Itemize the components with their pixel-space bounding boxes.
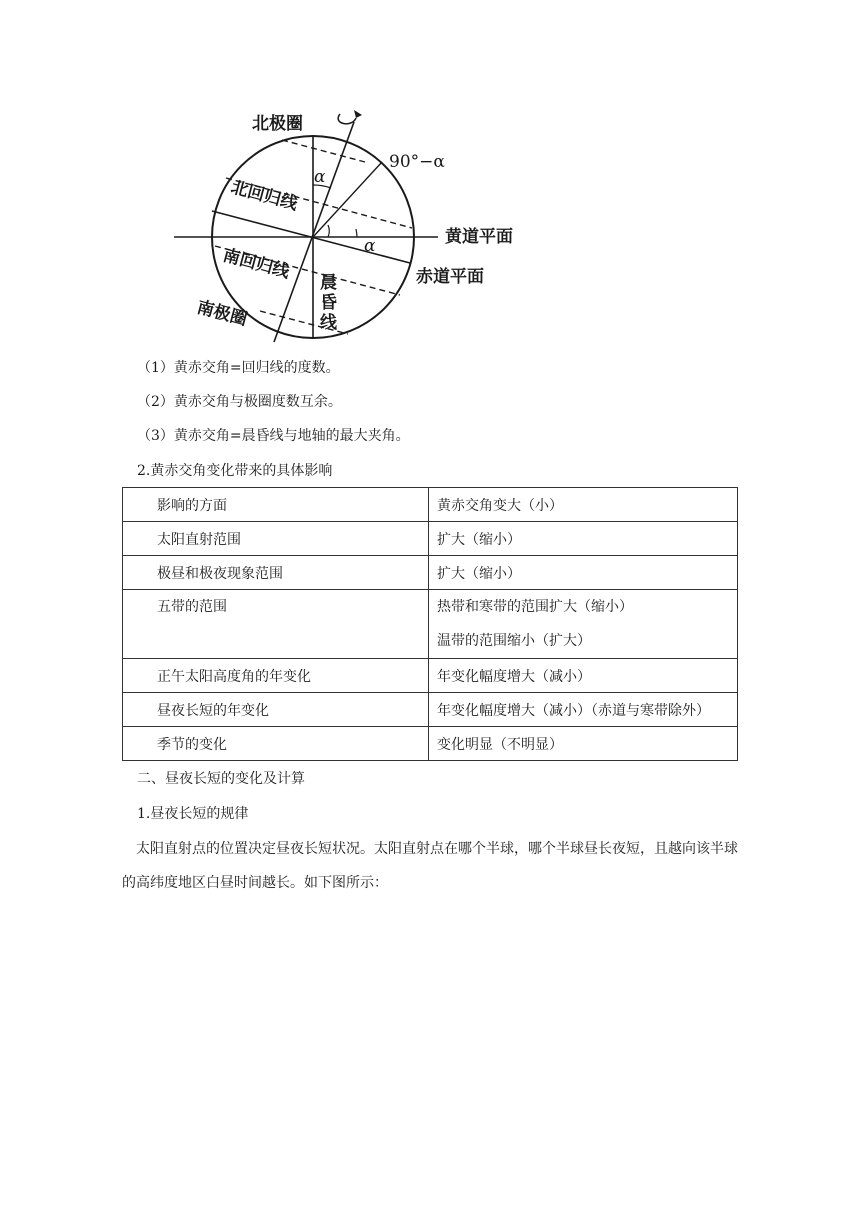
subsection-heading: 1.昼夜长短的规律	[137, 806, 249, 822]
table-row	[123, 659, 738, 693]
note-2: （2）黄赤交角与极圈度数互余。	[137, 394, 342, 410]
label-equator-plane: 赤道平面	[416, 267, 484, 287]
row-effect: 扩大（缩小）	[429, 522, 738, 556]
row-aspect-text: 五带的范围	[157, 599, 227, 615]
note-1: （1）黄赤交角=回归线的度数。	[137, 360, 340, 376]
row-effect: 年变化幅度增大（减小）（赤道与寒带除外）	[429, 693, 738, 727]
label-tropic-capricorn: 南回归线	[220, 245, 292, 283]
row-aspect: 昼夜长短的年变化	[123, 693, 429, 727]
alpha-angle-arc	[356, 229, 357, 237]
label-ecliptic-plane: 黄道平面	[445, 227, 513, 247]
label-tropic-cancer: 北回归线	[228, 177, 300, 215]
row-aspect	[123, 590, 429, 659]
table-title: 2.黄赤交角变化带来的具体影响	[137, 463, 333, 479]
table-row	[123, 693, 738, 727]
row-effect	[429, 590, 738, 659]
table-row	[123, 556, 738, 590]
center-angle-arc	[328, 225, 329, 237]
terminator-char-2: 昏	[320, 293, 337, 313]
earth-diagram-svg	[160, 100, 540, 350]
row-aspect: 季节的变化	[123, 727, 429, 761]
rotation-arrow-icon	[338, 114, 356, 124]
terminator-char-1: 晨	[320, 273, 337, 293]
row-effect: 扩大（缩小）	[429, 556, 738, 590]
label-alpha-right: α	[364, 236, 376, 256]
header-aspect: 影响的方面	[123, 488, 429, 522]
terminator-char-3: 线	[320, 313, 337, 333]
table-header-row	[123, 488, 738, 522]
row-aspect: 正午太阳高度角的年变化	[123, 659, 429, 693]
row-effect-line-1: 热带和寒带的范围扩大（缩小）	[437, 599, 633, 615]
table-row	[123, 522, 738, 556]
section-heading: 二、昼夜长短的变化及计算	[137, 771, 305, 787]
row-aspect: 太阳直射范围	[123, 522, 429, 556]
rotation-arrowhead-icon	[354, 110, 362, 118]
ecliptic-angle-diagram	[160, 100, 540, 350]
row-aspect: 极昼和极夜现象范围	[123, 556, 429, 590]
row-effect: 年变化幅度增大（减小）	[429, 659, 738, 693]
label-alpha-top: α	[314, 167, 326, 187]
header-effect: 黄赤交角变大（小）	[429, 488, 738, 522]
row-effect: 变化明显（不明显）	[429, 727, 738, 761]
row-effect-line-2: 温带的范围缩小（扩大）	[437, 633, 591, 649]
table-row	[123, 590, 738, 659]
label-terminator	[320, 272, 343, 333]
body-paragraph: 太阳直射点的位置决定昼夜长短状况。太阳直射点在哪个半球，哪个半球昼长夜短，且越向该半球的高纬度地区白昼时间越长。如下图所示：	[122, 841, 738, 891]
effects-table	[122, 487, 738, 761]
table-row	[123, 727, 738, 761]
note-3: （3）黄赤交角=晨昏线与地轴的最大夹角。	[137, 428, 410, 444]
label-complement-angle: 90°−α	[389, 152, 445, 172]
label-antarctic-circle: 南极圈	[194, 297, 250, 331]
label-arctic-circle: 北极圈	[252, 114, 303, 134]
